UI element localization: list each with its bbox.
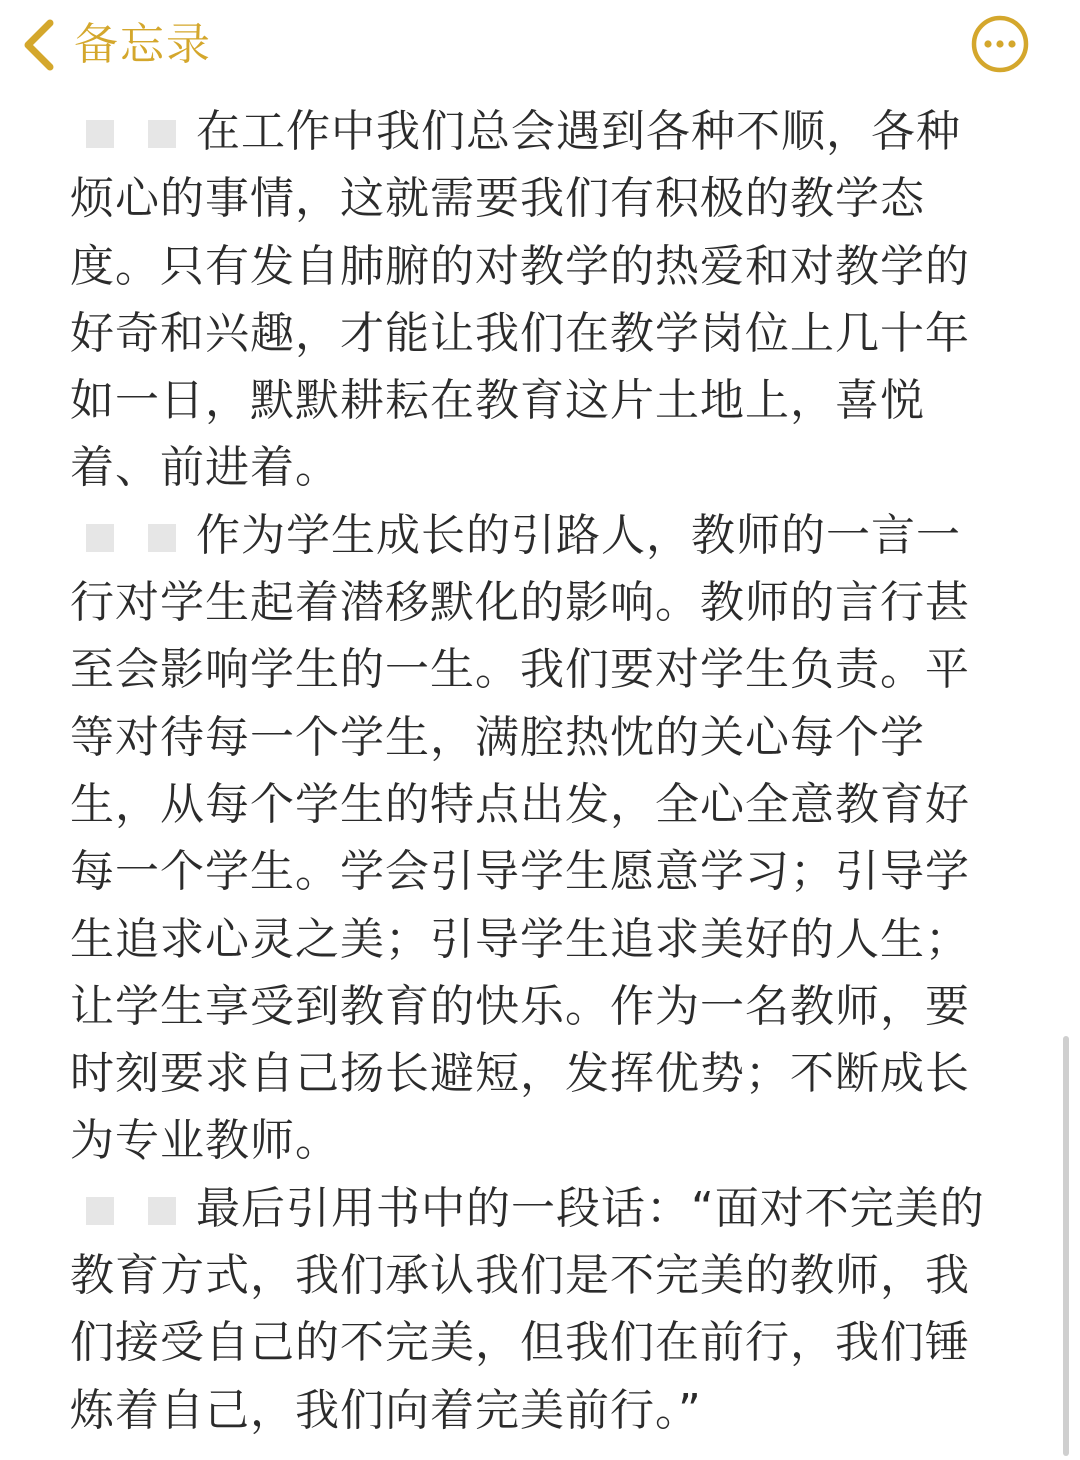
scrollbar[interactable] (1063, 1036, 1069, 1456)
indent-square-icon (148, 120, 176, 148)
paragraph-text: 在工作中我们总会遇到各种不顺，各种烦心的事情，这就需要我们有积极的教学态度。只有发自肺腑的对教学的热爱和对教学的好奇和兴趣，才能让我们在教学岗位上几十年如一日，默默耕耘在教育这片土地上，喜悦着、前进着。 (70, 106, 970, 494)
indent-square-icon (148, 1197, 176, 1225)
paragraph-text: 作为学生成长的引路人，教师的一言一行对学生起着潜移默化的影响。教师的言行甚至会影响学生的一生。我们要对学生负责。平等对待每一个学生，满腔热忱的关心每个学生，从每个学生的特点出发，全心全意教育好每一个学生。学会引导学生愿意学习；引导学生追求心灵之美；引导学生追求美好的人生；让学生享受到教育的快乐。作为一名教师，要时刻要求自己扬长避短，发挥优势；不断成长为专业教师。 (70, 509, 970, 1167)
note-paragraph (70, 502, 1005, 1175)
note-paragraph (70, 98, 1005, 502)
note-paragraph (70, 1175, 1005, 1444)
more-horizontal-circle-icon (970, 14, 1030, 74)
top-bar (0, 0, 1080, 92)
more-options-button[interactable] (970, 14, 1030, 74)
chevron-left-icon (20, 19, 56, 71)
indent-square-icon (86, 1197, 114, 1225)
indent-square-icon (86, 524, 114, 552)
back-label: 备忘录 (74, 19, 212, 70)
indent-square-icon (148, 524, 176, 552)
note-body[interactable] (70, 98, 1005, 1444)
paragraph-text: 最后引用书中的一段话：“面对不完美的教育方式，我们承认我们是不完美的教师，我们接受自己的不完美，但我们在前行，我们锤炼着自己，我们向着完美前行。” (70, 1182, 985, 1436)
indent-square-icon (86, 120, 114, 148)
back-button[interactable] (20, 12, 212, 78)
